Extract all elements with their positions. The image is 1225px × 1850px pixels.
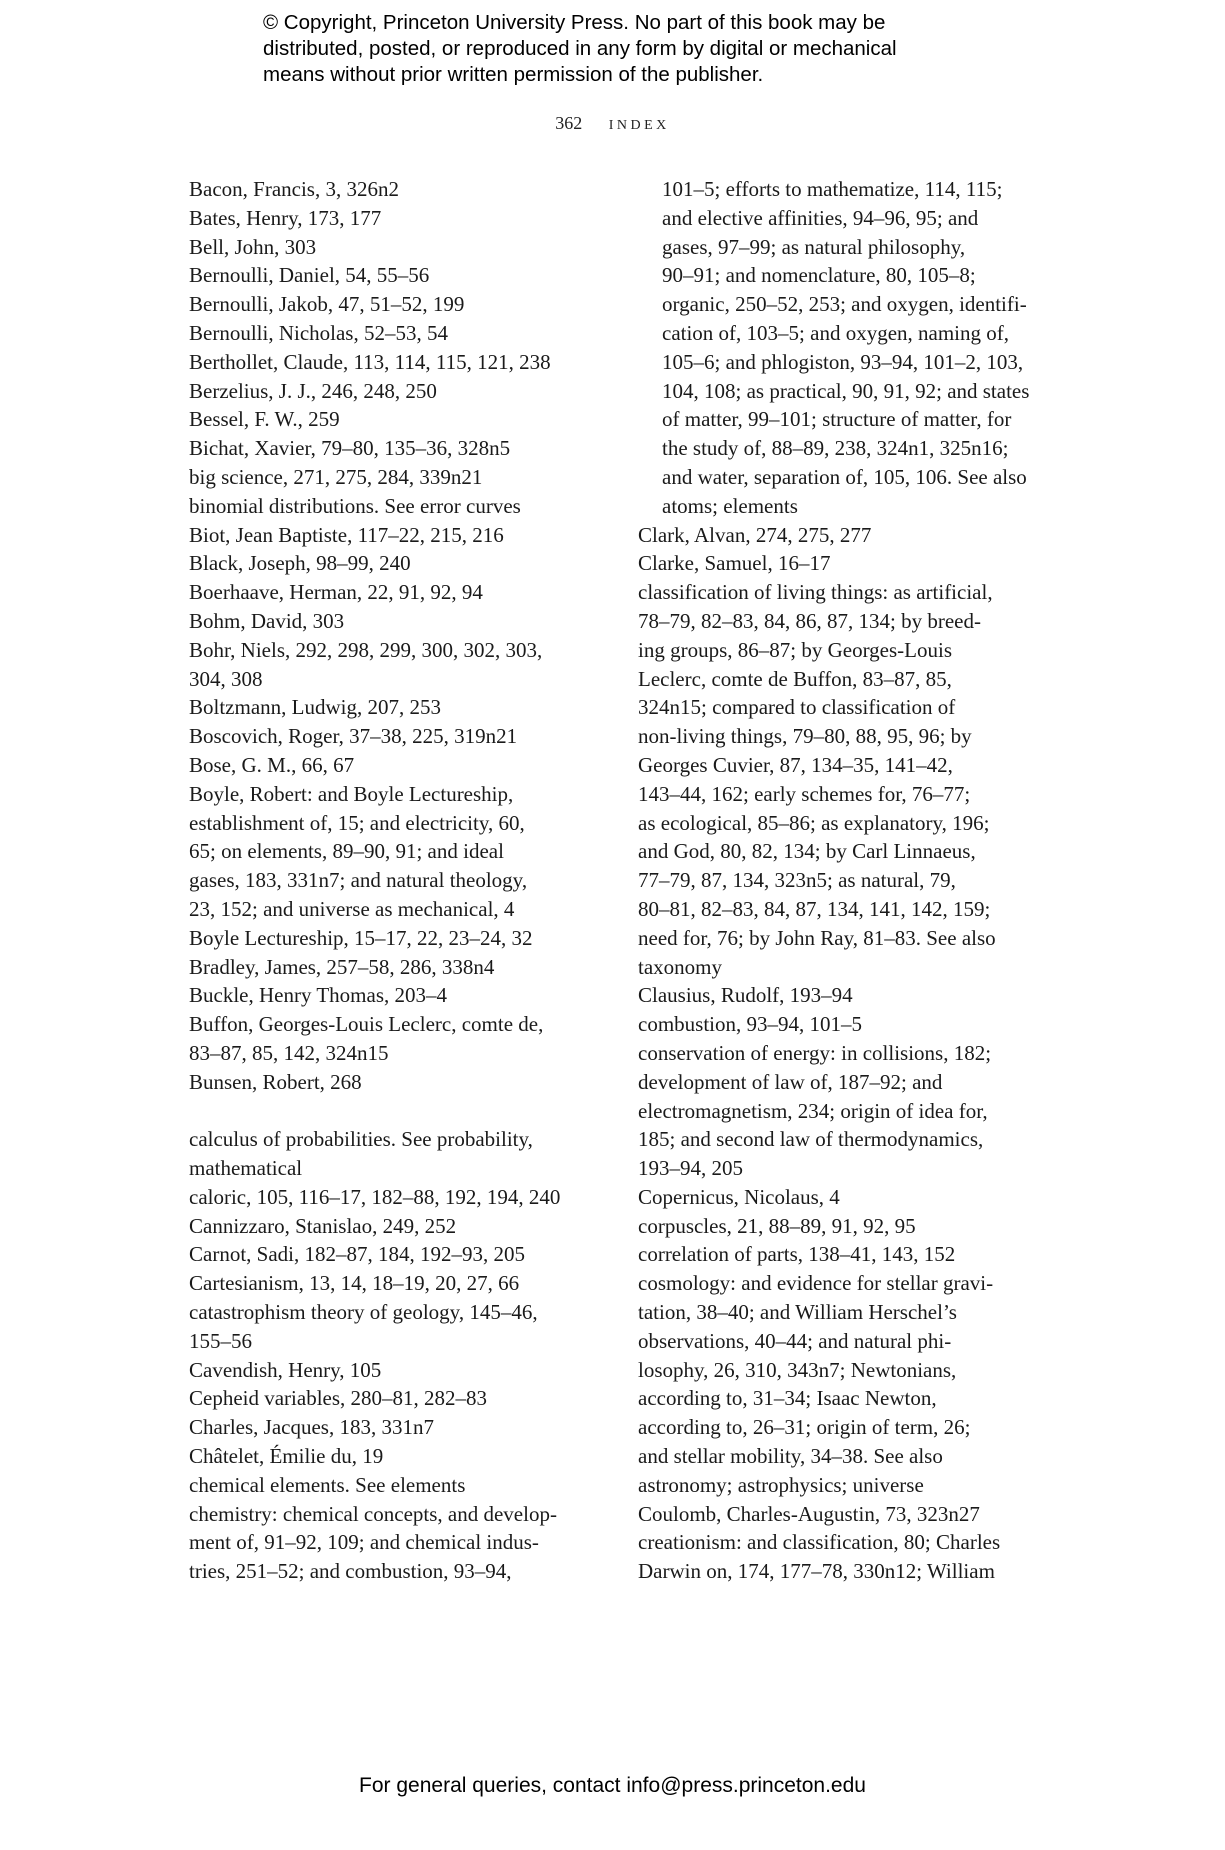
index-entry: [189, 780, 619, 924]
index-entry: [638, 578, 1078, 981]
index-entry-line: organic, 250–52, 253; and oxygen, identifi-: [662, 292, 1027, 317]
index-entry-line: 105–6; and phlogiston, 93–94, 101–2, 103,: [662, 349, 1024, 374]
index-entry-line: losophy, 26, 310, 343n7; Newtonians,: [638, 1357, 957, 1382]
index-entry-line: Charles, Jacques, 183, 331n7: [189, 1415, 434, 1440]
index-entry: [189, 722, 619, 751]
footer-contact: For general queries, contact info@press.princeton.edu: [359, 1774, 866, 1797]
index-entry: [189, 1183, 619, 1212]
index-entry-line: 80–81, 82–83, 84, 87, 134, 141, 142, 159;: [638, 896, 991, 921]
index-entry-line: Boltzmann, Ludwig, 207, 253: [189, 695, 441, 720]
index-entry: [189, 1068, 619, 1097]
index-entry: [638, 1183, 1078, 1212]
index-entry-line: and stellar mobility, 34–38. See also: [638, 1444, 943, 1469]
index-entry-line: Darwin on, 174, 177–78, 330n12; William: [638, 1559, 995, 1584]
index-entry-line: Coulomb, Charles-Augustin, 73, 323n27: [638, 1501, 980, 1526]
index-entry: [189, 175, 619, 204]
index-entry-line: 65; on elements, 89–90, 91; and ideal: [189, 839, 504, 864]
index-entry-line: establishment of, 15; and electricity, 60,: [189, 810, 525, 835]
index-entry-line: tries, 251–52; and combustion, 93–94,: [189, 1559, 512, 1584]
index-entry-line: mathematical: [189, 1156, 303, 1181]
index-entry-line: caloric, 105, 116–17, 182–88, 192, 194, 240: [189, 1184, 561, 1209]
index-entry: [189, 751, 619, 780]
index-entry-line: classification of living things: as artificial,: [638, 580, 993, 605]
index-entry-line: 101–5; efforts to mathematize, 114, 115;: [662, 177, 1003, 201]
index-column-left: [189, 175, 619, 1586]
index-entry-line: Bates, Henry, 173, 177: [189, 205, 382, 230]
index-entry: [189, 1471, 619, 1500]
index-entry-line: gases, 183, 331n7; and natural theology,: [189, 868, 528, 893]
index-entry-line: of matter, 99–101; structure of matter, for: [662, 407, 1012, 432]
index-entry-line: Bohm, David, 303: [189, 608, 345, 633]
index-entry-line: Bohr, Niels, 292, 298, 299, 300, 302, 303,: [189, 637, 543, 662]
index-entry-line: Berzelius, J. J., 246, 248, 250: [189, 378, 437, 403]
index-entry-line: need for, 76; by John Ray, 81–83. See also: [638, 925, 996, 950]
index-entry-line: 77–79, 87, 134, 323n5; as natural, 79,: [638, 868, 956, 893]
index-entry: [638, 521, 1078, 550]
index-entry-line: 83–87, 85, 142, 324n15: [189, 1040, 389, 1065]
index-entry-line: 185; and second law of thermodynamics,: [638, 1127, 984, 1152]
index-entry-line: Boerhaave, Herman, 22, 91, 92, 94: [189, 580, 483, 605]
copyright-notice: [263, 10, 1023, 88]
index-entry: [189, 924, 619, 953]
index-entry-line: Cartesianism, 13, 14, 18–19, 20, 27, 66: [189, 1271, 520, 1296]
index-entry-line: Bose, G. M., 66, 67: [189, 752, 355, 777]
index-entry-line: Black, Joseph, 98–99, 240: [189, 551, 411, 576]
index-entry-line: development of law of, 187–92; and: [638, 1069, 943, 1094]
index-entry-line: Cepheid variables, 280–81, 282–83: [189, 1386, 488, 1411]
index-entry-line: Berthollet, Claude, 113, 114, 115, 121, 238: [189, 349, 551, 374]
index-entry: [638, 549, 1078, 578]
index-entry-line: chemical elements. See elements: [189, 1472, 466, 1497]
index-entry-line: Leclerc, comte de Buffon, 83–87, 85,: [638, 666, 952, 691]
index-entry-line: Clark, Alvan, 274, 275, 277: [638, 522, 872, 547]
index-entry: [189, 521, 619, 550]
index-entry: [189, 204, 619, 233]
index-entries-right: [638, 521, 1078, 1586]
index-entry-line: Bacon, Francis, 3, 326n2: [189, 177, 399, 201]
index-entry-line: tation, 38–40; and William Herschel’s: [638, 1300, 957, 1325]
copyright-line: means without prior written permission of the publisher.: [263, 63, 764, 86]
index-entry: [638, 1240, 1078, 1269]
index-entry-line: and elective affinities, 94–96, 95; and: [662, 205, 979, 230]
index-entry-line: Copernicus, Nicolaus, 4: [638, 1184, 840, 1209]
index-entry-line: atoms; elements: [662, 493, 798, 518]
index-entry-line: cation of, 103–5; and oxygen, naming of,: [662, 320, 1010, 345]
index-entry: [189, 319, 619, 348]
letter-gap: [189, 1097, 619, 1126]
index-entry-line: chemistry: chemical concepts, and develop-: [189, 1501, 557, 1526]
index-entry-line: Carnot, Sadi, 182–87, 184, 192–93, 205: [189, 1242, 525, 1267]
index-entry: [189, 1212, 619, 1241]
index-column-right: [638, 175, 1078, 1586]
index-entry-line: conservation of energy: in collisions, 182;: [638, 1040, 992, 1065]
index-entry-line: observations, 40–44; and natural phi-: [638, 1328, 952, 1353]
index-entry: [189, 492, 619, 521]
index-entry: [638, 1269, 1078, 1499]
index-entry-line: 78–79, 82–83, 84, 86, 87, 134; by breed-: [638, 608, 981, 633]
index-entry: [189, 1269, 619, 1298]
index-entry: [638, 1528, 1078, 1586]
index-entry-line: Cavendish, Henry, 105: [189, 1357, 382, 1382]
index-entry: [189, 1240, 619, 1269]
index-entry-line: combustion, 93–94, 101–5: [638, 1012, 862, 1037]
index-entry-line: non-living things, 79–80, 88, 95, 96; by: [638, 724, 972, 749]
index-entry: [638, 1039, 1078, 1183]
copyright-line: © Copyright, Princeton University Press. No part of this book may be: [263, 11, 886, 34]
index-entry-line: calculus of probabilities. See probability,: [189, 1127, 533, 1152]
index-entry: [189, 607, 619, 636]
index-entry-line: correlation of parts, 138–41, 143, 152: [638, 1242, 956, 1267]
index-entry-line: ing groups, 86–87; by Georges-Louis: [638, 637, 953, 662]
index-entry-line: Bernoulli, Daniel, 54, 55–56: [189, 263, 430, 288]
index-entry: [189, 377, 619, 406]
index-entry-line: Bradley, James, 257–58, 286, 338n4: [189, 954, 495, 979]
index-entry: [189, 233, 619, 262]
index-entry-line: Buffon, Georges-Louis Leclerc, comte de,: [189, 1012, 544, 1037]
index-entry-line: and water, separation of, 105, 106. See also: [662, 464, 1027, 489]
index-entry-line: 304, 308: [189, 666, 263, 691]
index-entry-line: Boyle Lectureship, 15–17, 22, 23–24, 32: [189, 925, 533, 950]
running-head: [0, 112, 1225, 135]
index-entry-line: astronomy; astrophysics; universe: [638, 1472, 924, 1497]
index-entry-line: binomial distributions. See error curves: [189, 493, 521, 518]
index-entry-line: according to, 26–31; origin of term, 26;: [638, 1415, 971, 1440]
index-entry: [189, 434, 619, 463]
index-entry-line: and God, 80, 82, 134; by Carl Linnaeus,: [638, 839, 976, 864]
page-title: index: [608, 112, 670, 134]
index-entry-line: Boyle, Robert: and Boyle Lectureship,: [189, 781, 514, 806]
index-entry-line: cosmology: and evidence for stellar gravi-: [638, 1271, 994, 1296]
index-entry-line: Georges Cuvier, 87, 134–35, 141–42,: [638, 752, 953, 777]
index-entry: [189, 953, 619, 982]
index-entry: [189, 1010, 619, 1068]
index-entry: [189, 1125, 619, 1183]
index-entry-line: catastrophism theory of geology, 145–46,: [189, 1300, 538, 1325]
index-entry-line: 90–91; and nomenclature, 80, 105–8;: [662, 263, 976, 288]
index-entry-line: Cannizzaro, Stanislao, 249, 252: [189, 1213, 457, 1238]
index-entry-line: 143–44, 162; early schemes for, 76–77;: [638, 781, 971, 806]
index-entry-line: 155–56: [189, 1328, 252, 1353]
index-entry: [189, 1442, 619, 1471]
index-entry-line: corpuscles, 21, 88–89, 91, 92, 95: [638, 1213, 916, 1238]
index-entry-line: according to, 31–34; Isaac Newton,: [638, 1386, 937, 1411]
index-entry: [189, 405, 619, 434]
index-entry-line: 104, 108; as practical, 90, 91, 92; and states: [662, 378, 1030, 403]
index-entry: [189, 1384, 619, 1413]
index-entry-line: Bernoulli, Jakob, 47, 51–52, 199: [189, 292, 465, 317]
index-entry-line: Clarke, Samuel, 16–17: [638, 551, 831, 576]
index-entry: [189, 549, 619, 578]
index-entry: [189, 261, 619, 290]
index-entry: [189, 290, 619, 319]
index-entry-line: electromagnetism, 234; origin of idea for,: [638, 1098, 988, 1123]
index-entry: [638, 981, 1078, 1010]
index-entry: [189, 1356, 619, 1385]
index-entry-line: the study of, 88–89, 238, 324n1, 325n16;: [662, 436, 1009, 461]
index-entry-line: Buckle, Henry Thomas, 203–4: [189, 983, 447, 1008]
index-entry-line: Bunsen, Robert, 268: [189, 1069, 362, 1094]
index-entry-line: taxonomy: [638, 954, 722, 979]
index-entry: [638, 1010, 1078, 1039]
index-entry: [189, 1298, 619, 1356]
index-entry-line: Bichat, Xavier, 79–80, 135–36, 328n5: [189, 436, 511, 461]
continued-entry-chemistry: [638, 175, 1078, 521]
index-entry-line: Bernoulli, Nicholas, 52–53, 54: [189, 320, 448, 345]
index-entry-line: Châtelet, Émilie du, 19: [189, 1444, 384, 1469]
index-entry: [189, 463, 619, 492]
index-entry-line: gases, 97–99; as natural philosophy,: [662, 234, 966, 259]
index-entry-line: big science, 271, 275, 284, 339n21: [189, 464, 483, 489]
index-entry: [189, 578, 619, 607]
index-entry-line: Boscovich, Roger, 37–38, 225, 319n21: [189, 724, 518, 749]
index-entry-line: Bell, John, 303: [189, 234, 317, 259]
index-entry-line: Biot, Jean Baptiste, 117–22, 215, 216: [189, 522, 504, 547]
index-entry: [189, 348, 619, 377]
index-entry: [189, 1413, 619, 1442]
page-number: 362: [555, 113, 583, 133]
index-entry-line: as ecological, 85–86; as explanatory, 196;: [638, 810, 990, 835]
index-entry: [189, 693, 619, 722]
index-entry-line: Clausius, Rudolf, 193–94: [638, 983, 853, 1008]
index-entry: [189, 636, 619, 694]
index-entry: [638, 1212, 1078, 1241]
index-entry: [189, 981, 619, 1010]
index-entry: [189, 1500, 619, 1586]
index-entry-line: 324n15; compared to classification of: [638, 695, 956, 720]
index-entry: [638, 1500, 1078, 1529]
index-entry-line: Bessel, F. W., 259: [189, 407, 340, 432]
index-entry-line: ment of, 91–92, 109; and chemical indus-: [189, 1530, 539, 1555]
copyright-line: distributed, posted, or reproduced in any form by digital or mechanical: [263, 37, 897, 60]
index-entry-line: 193–94, 205: [638, 1156, 743, 1181]
index-entry-line: creationism: and classification, 80; Charles: [638, 1530, 1001, 1555]
index-entry-line: 23, 152; and universe as mechanical, 4: [189, 896, 515, 921]
